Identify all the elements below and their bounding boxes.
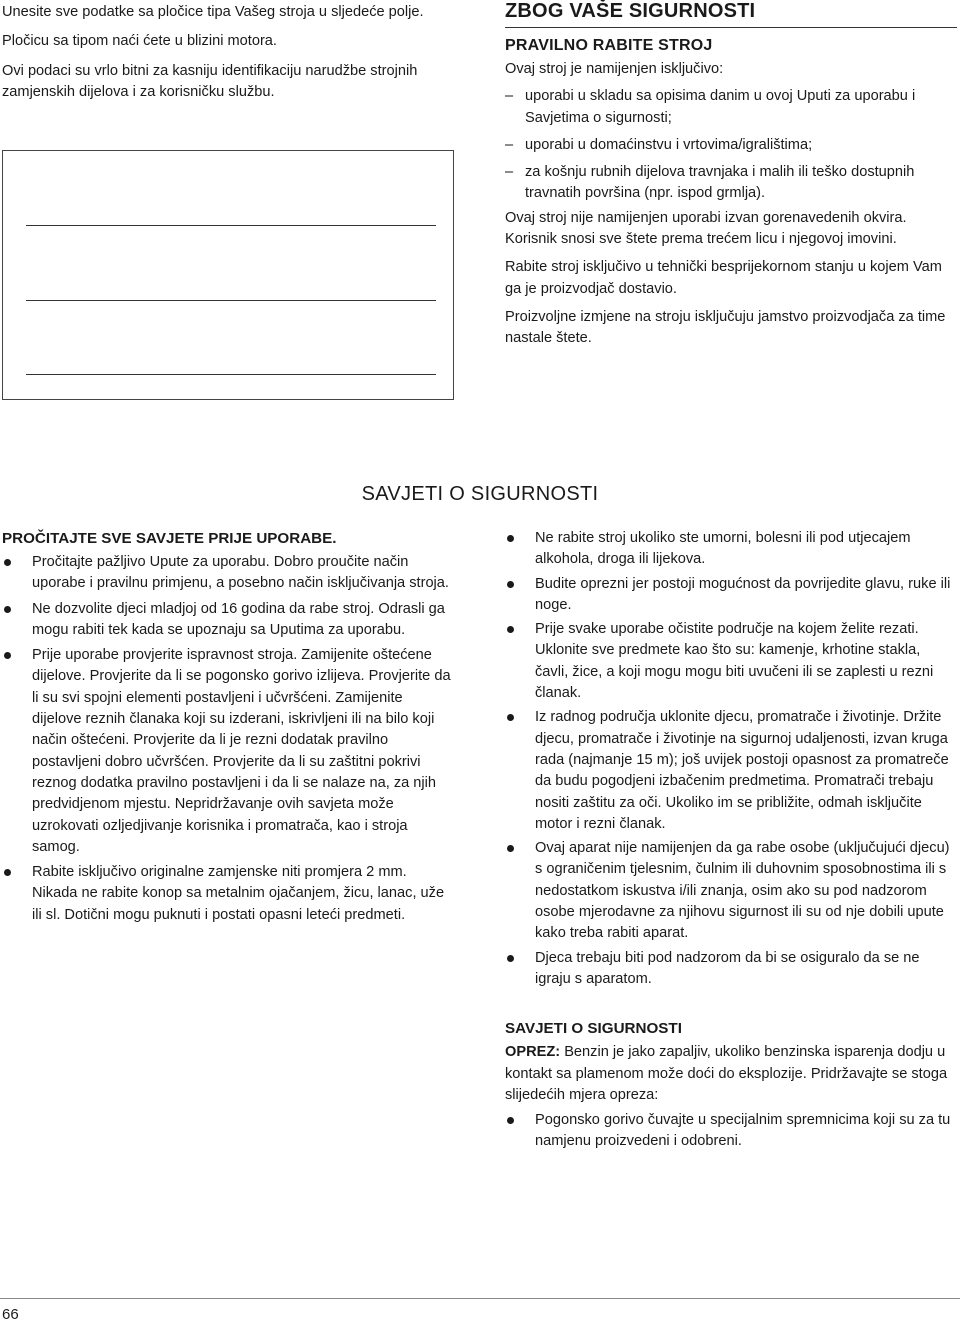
caution-paragraph bbox=[505, 1042, 957, 1106]
safety-bullet: Ne dozvolite djeci mladjoj od 16 godina da rabe stroj. Odrasli ga mogu rabiti tek kada se upoznaju sa Uputima za uporabu. bbox=[2, 599, 454, 642]
safety-heading-2: SAVJETI O SIGURNOSTI bbox=[505, 1020, 682, 1038]
safety-bullet: Rabite isključivo originalne zamjenske niti promjera 2 mm. Nikada ne rabite konop sa metalnim ojačanjem, žicu, lanac, uže ili sl. Dotični mogu puknuti i postati opasni leteći predmeti. bbox=[2, 862, 454, 926]
safety-bullet: Iz radnog područja uklonite djecu, promatrače i životinje. Držite djecu, promatrače i životinje na sigurnoj udaljenosti, izvan kruga rada (najmanje 15 m); još uvijek postoji opasnost za promatreče da budu pogodjeni izbačenim predmetima. Promatrači trebaju nositi zaštitu za oči. Ukoliko im se približite, odmah isključite motor i rezni članak. bbox=[505, 707, 957, 835]
right-intro-section bbox=[505, 0, 957, 350]
left-safety-column bbox=[2, 528, 454, 926]
safety-bullet: Budite oprezni jer postoji mogućnost da povrijedite glavu, ruke ili noge. bbox=[505, 574, 957, 617]
warranty-paragraph: Proizvoljne izmjene na stroju isključuju jamstvo proizvodjača za time nastale štete. bbox=[505, 308, 946, 347]
read-all-heading: PROČITAJTE SVE SAVJETE PRIJE UPORABE. bbox=[2, 530, 337, 547]
proper-use-lead: Ovaj stroj je namijenjen isključivo: bbox=[505, 61, 724, 77]
page-number: 66 bbox=[2, 1306, 19, 1323]
safety-bullet: Ne rabite stroj ukoliko ste umorni, bolesni ili pod utjecajem alkohola, droga ili lijekova. bbox=[505, 528, 957, 571]
title-divider bbox=[505, 27, 957, 28]
caution-text: Benzin je jako zapaljiv, ukoliko benzinska isparenja dodju u kontakt sa plamenom može doći do eksplozije. Pridržavajte se stoga slijedećih mjera opreza: bbox=[505, 1044, 948, 1103]
proper-use-item: – uporabi u skladu sa opisima danim u ovoj Uputi za uporabu i Savjetima o sigurnosti; bbox=[505, 86, 957, 129]
safety-bullet: Pročitajte pažljivo Upute za uporabu. Dobro proučite način uporabe i pravilnu primjenu, a posebno način isključivanja stroja. bbox=[2, 552, 454, 595]
safety-title: ZBOG VAŠE SIGURNOSTI bbox=[505, 0, 756, 22]
nameplate-line-1[interactable] bbox=[26, 225, 436, 226]
nameplate-instructions bbox=[2, 2, 458, 103]
condition-paragraph: Rabite stroj isključivo u tehnički besprijekornom stanju u kojem Vam ga je proizvodjač dostavio. bbox=[505, 259, 942, 297]
intro-paragraph-2: Pločicu sa tipom naći ćete u blizini motora. bbox=[2, 33, 277, 50]
nameplate-entry-box bbox=[2, 150, 454, 400]
proper-use-item: – za košnju rubnih dijelova travnjaka i malih ili teško dostupnih travnatih površina (npr. ispod grmlja). bbox=[505, 162, 957, 205]
safety-bullet: Djeca trebaju biti pod nadzorom da bi se osiguralo da se ne igraju s aparatom. bbox=[505, 948, 957, 991]
nameplate-line-2[interactable] bbox=[26, 300, 436, 301]
intro-paragraph-3: Ovi podaci su vrlo bitni za kasniju identifikaciju narudžbe strojnih zamjenskih dijelova i za korisničku službu. bbox=[2, 62, 418, 100]
proper-use-item: – uporabi u domaćinstvu i vrtovima/igralištima; bbox=[505, 135, 957, 156]
caution-label: OPREZ: bbox=[505, 1044, 561, 1061]
safety-bullet: Prije svake uporabe očistite područje na kojem želite rezati. Uklonite sve predmete kao što su: kamenje, krhotine stakla, čavli, žice, a koji mogu mogu biti uvučeni ili se zaplesti u rezni članak. bbox=[505, 619, 957, 704]
fuel-bullet: Pogonsko gorivo čuvajte u specijalnim spremnicima koji su za tu namjenu proizvedeni i odobreni. bbox=[505, 1110, 957, 1153]
safety-bullet: Prije uporabe provjerite ispravnost stroja. Zamijenite oštećene dijelove. Provjerite da li se pogonsko gorivo izlijeva. Provjerite da li su svi spojni elementi postavljeni i učvršćeni. Zamijenite dijelove reznih članaka koji su izderani, iskrivljeni ili na bilo koji način oštećeni. Provjerite da li je rezni dodatak pravilno postavljeni dobro učvršćen. Provjerite da li su zaštitni pokrivi reznog dodatka pravilno postavljeni i da li se nalaze na, za njih predvidjenom mjestu. Nepridržavanje ovih savjeta može uzrokovati ozljedjivanje korisnika i promatrača, kao i stroja samog. bbox=[2, 645, 454, 858]
intro-paragraph-1: Unesite sve podatke sa pločice tipa Vašeg stroja u sljedeće polje. bbox=[2, 4, 424, 20]
right-safety-column bbox=[505, 528, 957, 1153]
liability-paragraph: Ovaj stroj nije namijenjen uporabi izvan gorenavedenih okvira. Korisnik snosi sve štete prema trećem licu i njegovoj imovini. bbox=[505, 209, 907, 248]
nameplate-line-3[interactable] bbox=[26, 374, 436, 375]
section-title: SAVJETI O SIGURNOSTI bbox=[361, 483, 599, 505]
footer-rule bbox=[0, 1298, 960, 1299]
proper-use-subtitle: PRAVILNO RABITE STROJ bbox=[505, 37, 713, 54]
safety-bullet: Ovaj aparat nije namijenjen da ga rabe osobe (uključujući djecu) s ograničenim tjelesnim, čulnim ili duhovnim sposobnostima ili s nedostatkom iskustva i/ili znanja, osim ako su pod nadzorom osobe mjerodavne za njihovu sigurnost ili su od nje dobili upute kako treba rabiti aparat. bbox=[505, 838, 957, 944]
